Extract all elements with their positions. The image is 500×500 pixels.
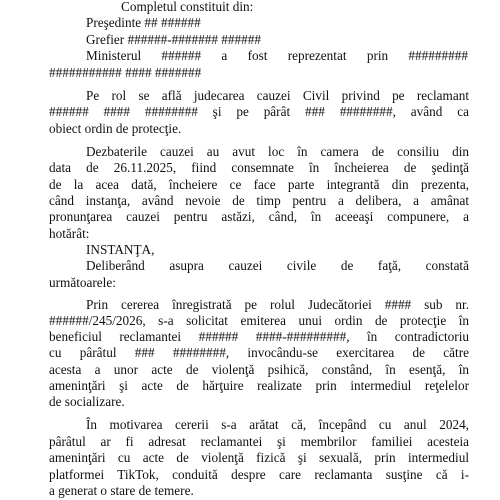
text-line: ########### #### #######	[49, 64, 202, 80]
text-line: În motivarea cererii s-a arătat că, începând cu anul 2024,	[86, 417, 469, 433]
text-line: Prin cererea înregistrată pe rolul Judecătoriei #### sub nr.	[86, 296, 469, 312]
text-line: Ministerul ###### a fost reprezentat prin #########	[86, 48, 468, 64]
text-line: următoarele:	[49, 274, 116, 290]
text-line: când instanţa, având nevoie de timp pentru a delibera, a amânat	[49, 192, 469, 208]
text-line: acesta a unor acte de violenţă psihică, constând, în esenţă, în	[49, 362, 469, 378]
text-line: cu pârâtul ### ########, invocându-se exercitarea de către	[49, 345, 469, 361]
text-line: data de 26.11.2025, fiind consemnate în încheierea de şedinţă	[49, 160, 469, 176]
text-line: hotărât:	[49, 225, 90, 241]
text-line: ######/245/2026, s-a solicitat emiterea unui ordin de protecţie în	[49, 313, 469, 329]
text-line: pronunţarea cauzei pentru astăzi, când, în aceeaşi compunere, a	[49, 208, 469, 224]
text-line: Preşedinte ## ######	[86, 15, 201, 31]
text-line: Deliberând asupra cauzei civile de faţă, constată	[86, 257, 469, 273]
text-line: de socializare.	[49, 394, 125, 410]
text-line: ameninţări cu acte de violenţă fizică şi sexuală, prin intermediul	[49, 449, 469, 465]
section-heading: INSTANŢA,	[86, 241, 155, 257]
text-line: Dezbaterile cauzei au avut loc în camera de consiliu din	[86, 144, 469, 160]
text-line: obiect ordin de protecţie.	[49, 120, 182, 136]
text-line: pârâtul ar fi adresat reclamantei şi membrilor familiei acesteia	[49, 433, 469, 449]
text-line: ###### #### ######## şi pe pârât ### ########, având ca	[49, 104, 469, 120]
text-line: de la acea dată, încheiere ce face parte integrantă din prezenta,	[49, 176, 469, 192]
text-line: a generat o stare de temere.	[49, 482, 194, 498]
text-line: Completul constituit din:	[121, 0, 254, 15]
text-line: Grefier ######-####### ######	[86, 32, 261, 48]
text-line: beneficiul reclamantei ###### ####-#########, în contradictoriu	[49, 329, 469, 345]
text-line: platformei TikTok, conduită despre care reclamanta susţine că i-	[49, 466, 469, 482]
text-line: Pe rol se află judecarea cauzei Civil privind pe reclamant	[86, 87, 469, 103]
text-line: ameninţări şi acte de hărţuire realizate prin intermediul reţelelor	[49, 378, 469, 394]
